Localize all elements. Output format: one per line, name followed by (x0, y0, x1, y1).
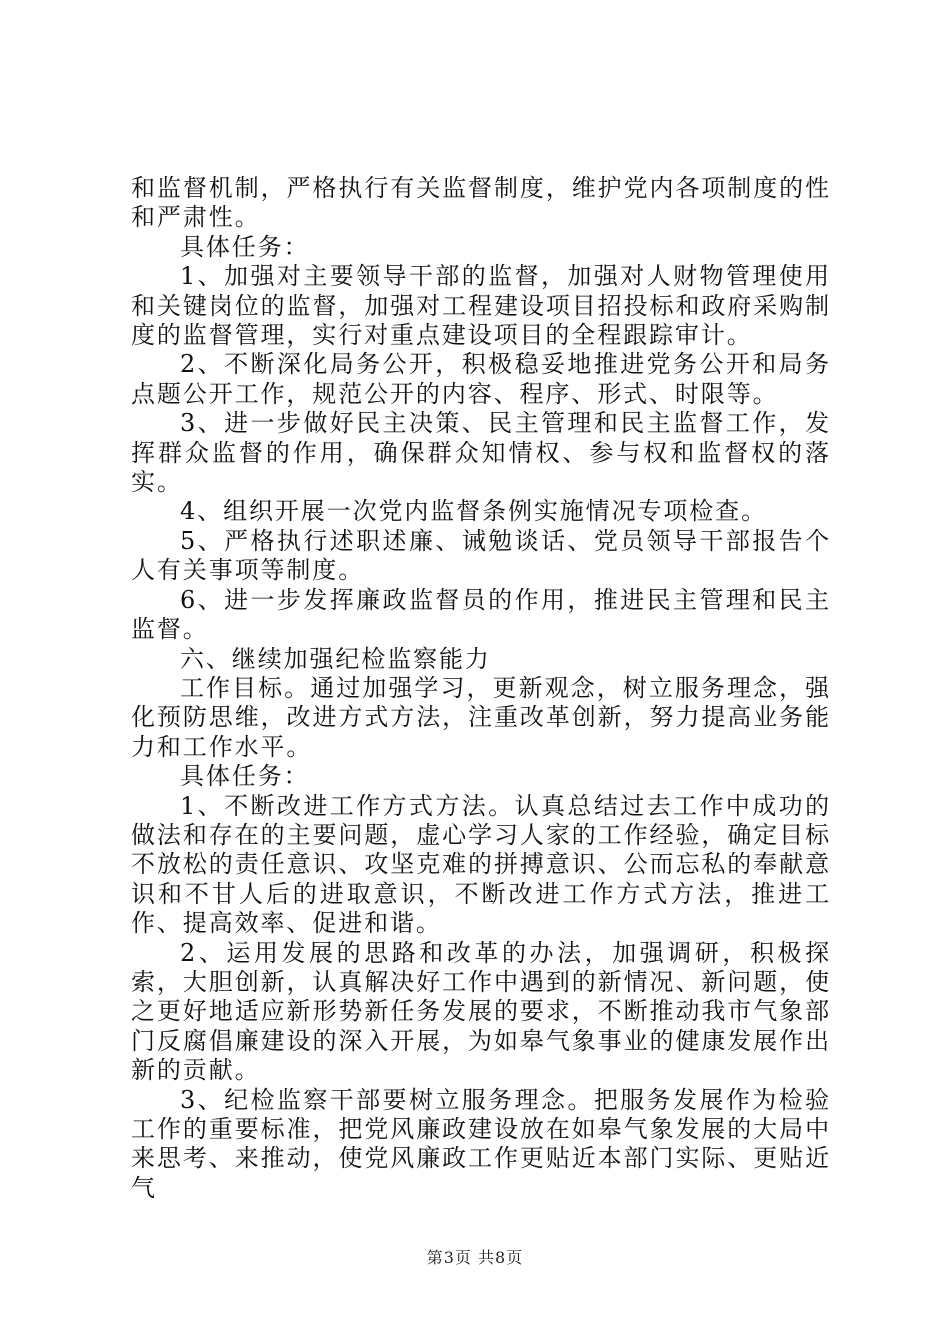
paragraph-task-4: 4、组织开展一次党内监督条例实施情况专项检查。 (180, 497, 767, 526)
paragraph-task-5: 5、严格执行述职述廉、诫勉谈话、党员领导干部报告个人有关事项等制度。 (131, 526, 831, 585)
paragraph-task-2-1: 1、不断改进工作方式方法。认真总结过去工作中成功的做法和存在的主要问题，虚心学习人家的工作经验，确定目标不放松的责任意识、攻坚克难的拼搏意识、公而忘私的奉献意识和不甘人后的进取意识，不断改进工作方式方法，推进工作、提高效率、促进和谐。 (131, 791, 831, 938)
paragraph-task-1: 1、加强对主要领导干部的监督，加强对人财物管理使用和关键岗位的监督，加强对工程建设项目招投标和政府采购制度的监督管理，实行对重点建设项目的全程跟踪审计。 (131, 262, 831, 350)
paragraph-task-3: 3、进一步做好民主决策、民主管理和民主监督工作，发挥群众监督的作用，确保群众知情权、参与权和监督权的落实。 (131, 409, 831, 497)
page-number-footer: 第3页 共8页 (426, 1248, 524, 1267)
section-heading: 六、继续加强纪检监察能力 (180, 644, 491, 673)
paragraph-task-2: 2、不断深化局务公开，积极稳妥地推进党务公开和局务点题公开工作，规范公开的内容、程序、形式、时限等。 (131, 350, 831, 408)
paragraph-task-2-3: 3、纪检监察干部要树立服务理念。把服务发展作为检验工作的重要标准，把党风廉政建设放在如皋气象发展的大局中来思考、来推动，使党风廉政工作更贴近本部门实际、更贴近气 (131, 1085, 831, 1202)
document-body (131, 174, 831, 1203)
paragraph-task-6: 6、进一步发挥廉政监督员的作用，推进民主管理和民主监督。 (131, 585, 831, 644)
paragraph-task-2-2: 2、运用发展的思路和改革的办法，加强调研，积极探索，大胆创新，认真解决好工作中遇到的新情况、新问题，使之更好地适应新形势新任务发展的要求，不断推动我市气象部门反腐倡廉建设的深入开展，为如皋气象事业的健康发展作出新的贡献。 (131, 938, 831, 1085)
paragraph-continuation: 和监督机制，严格执行有关监督制度，维护党内各项制度的性和严肃性。 (131, 174, 831, 232)
paragraph-task-heading: 具体任务： (180, 232, 310, 261)
paragraph-task-heading-2: 具体任务： (180, 762, 310, 791)
paragraph-work-goal: 工作目标。通过加强学习，更新观念，树立服务理念，强化预防思维，改进方式方法，注重改革创新，努力提高业务能力和工作水平。 (131, 673, 831, 761)
